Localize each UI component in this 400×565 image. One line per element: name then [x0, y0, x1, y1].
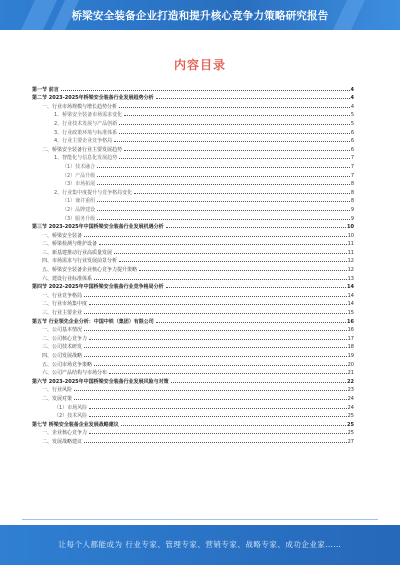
toc-leader-dots [119, 157, 350, 159]
toc-page-number: 8 [350, 198, 354, 205]
toc-entry[interactable] [32, 93, 354, 102]
toc-page-number: 9 [350, 206, 354, 213]
toc-entry-label: （1）市场风险 [54, 404, 88, 411]
toc-entry[interactable] [32, 204, 354, 213]
toc-entry[interactable] [32, 101, 354, 110]
toc-leader-dots [97, 218, 350, 220]
toc-entry[interactable] [32, 436, 354, 445]
toc-page-number: 14 [347, 284, 354, 291]
toc-entry-label: 第四节 2022-2025年中国桥梁安全装备行业竞争格局分析 [32, 284, 164, 291]
toc-page-number: 6 [350, 129, 354, 136]
toc-entry-label: 第六节 2023-2025年中国桥梁安全装备行业发展风险与对策 [32, 378, 169, 385]
toc-entry[interactable] [32, 239, 354, 248]
toc-entry[interactable] [32, 359, 354, 368]
toc-entry[interactable] [32, 170, 354, 179]
toc-leader-dots [97, 166, 350, 168]
toc-page-number: 23 [347, 387, 354, 394]
toc-entry-label: 二、桥梁检测与维护设备 [42, 241, 98, 248]
toc-entry-label: 二、行业市场集中度 [42, 301, 88, 308]
toc-leader-dots [121, 424, 346, 426]
toc-entry[interactable] [32, 290, 354, 299]
toc-leader-dots [119, 260, 347, 262]
toc-leader-dots [119, 106, 350, 108]
toc-leader-dots [94, 278, 347, 280]
toc-entry[interactable] [32, 84, 354, 93]
toc-entry-label: 四、公司发展战略 [42, 353, 83, 359]
toc-entry-label: 1、桥梁安全装备市场需求变化 [54, 112, 123, 119]
toc-leader-dots [84, 295, 347, 297]
toc-page-number: 9 [350, 215, 354, 222]
toc-entry-label: 第一节 前言 [32, 86, 59, 93]
toc-leader-dots [84, 355, 347, 357]
toc-entry-label: 二、公司核心竞争力 [42, 335, 88, 342]
toc-leader-dots [97, 183, 350, 185]
toc-page-number: 10 [347, 224, 354, 231]
toc-page-number: 7 [350, 172, 354, 179]
toc-leader-dots [119, 132, 350, 134]
toc-leader-dots [89, 303, 347, 305]
toc-entry-label: （1）技术融合 [62, 163, 96, 170]
toc-leader-dots [124, 114, 350, 116]
toc-entry-label: 4、行业主要企业竞争格局 [54, 138, 113, 145]
toc-entry-label: 五、桥梁安全装备企业核心竞争力提升策略 [42, 267, 138, 274]
toc-entry[interactable] [32, 350, 354, 359]
toc-entry-label: 1、智能化与信息化发展趋势 [54, 155, 118, 162]
toc-entry[interactable] [32, 264, 354, 273]
toc-entry[interactable] [32, 273, 354, 282]
toc-page-number: 19 [347, 353, 354, 359]
toc-entry[interactable] [32, 325, 354, 334]
toc-entry-label: （3）服务升级 [62, 215, 96, 222]
toc-entry-label: 二、发展战略建议 [42, 438, 83, 445]
toc-leader-dots [124, 149, 350, 151]
toc-leader-dots [74, 398, 347, 400]
toc-page-number: 14 [347, 292, 354, 299]
toc-entry-label: 第二节 2023-2025年桥梁安全装备行业发展趋势分析 [32, 95, 154, 102]
toc-entry-label: 3、行业政策环境与标准体系 [54, 129, 118, 136]
toc-entry[interactable] [32, 411, 354, 420]
toc-leader-dots [166, 286, 346, 288]
toc-entry[interactable] [32, 402, 354, 411]
toc-entry[interactable] [32, 316, 354, 325]
toc-entry-label: 六、公司产品结构与市场分布 [42, 370, 108, 377]
toc-entry[interactable] [32, 428, 354, 437]
toc-page-number: 15 [347, 310, 354, 317]
toc-entry-label: 五、公司市场竞争策略 [42, 361, 93, 368]
toc-entry[interactable] [32, 118, 354, 127]
toc-page-number: 21 [347, 370, 354, 377]
toc-entry-label: （1）兼并重组 [62, 198, 96, 205]
toc-leader-dots [84, 312, 347, 314]
toc-leader-dots [74, 389, 347, 391]
toc-entry-label: 二、发展对策 [42, 395, 73, 402]
toc-entry[interactable] [32, 144, 354, 153]
toc-page-number: 7 [350, 163, 354, 170]
toc-page-number: 11 [347, 241, 354, 248]
toc-leader-dots [171, 381, 346, 383]
toc-entry[interactable] [32, 299, 354, 308]
toc-leader-dots [84, 329, 347, 331]
toc-entry[interactable] [32, 247, 354, 256]
toc-leader-dots [119, 123, 350, 125]
toc-leader-dots [84, 346, 347, 348]
toc-page-number: 24 [347, 395, 354, 402]
toc-entry-label: 第七节 桥梁安全装备企业发展战略建议 [32, 421, 119, 428]
toc-page-number: 16 [347, 327, 354, 334]
toc-leader-dots [139, 269, 347, 271]
toc-entry[interactable] [32, 222, 354, 231]
toc-entry-label: 第五节 行业领先企业分析：中国中铁（集团）有限公司 [32, 318, 154, 325]
toc-page-number: 8 [350, 181, 354, 188]
toc-entry-label: 三、公司技术研发 [42, 344, 83, 351]
toc-entry[interactable] [32, 213, 354, 222]
toc-entry-label: （2）技术风险 [54, 413, 88, 420]
toc-entry[interactable] [32, 307, 354, 316]
toc-leader-dots [156, 321, 346, 323]
toc-entry[interactable] [32, 153, 354, 162]
toc-page-number: 11 [347, 249, 354, 256]
toc-leader-dots [61, 89, 350, 91]
toc-leader-dots [109, 372, 347, 374]
toc-leader-dots [114, 252, 347, 254]
toc-page-number: 25 [347, 413, 354, 420]
toc-entry-label: 三、新基建推动行业高质量发展 [42, 249, 113, 256]
toc-page-number: 14 [347, 301, 354, 308]
toc-page-number: 16 [347, 318, 354, 325]
toc-leader-dots [94, 364, 347, 366]
toc-entry[interactable] [32, 230, 354, 239]
toc-entry-label: 一、行业市场规模与增长趋势分析 [42, 103, 118, 110]
toc-entry[interactable] [32, 342, 354, 351]
toc-entry[interactable] [32, 256, 354, 265]
table-of-contents [32, 84, 354, 445]
toc-entry-label: 一、行业风险 [42, 387, 73, 394]
toc-page-number: 12 [347, 258, 354, 265]
toc-entry[interactable] [32, 127, 354, 136]
toc-entry-label: 2、行业技术发展与产品创新 [54, 120, 118, 127]
toc-leader-dots [89, 338, 347, 340]
toc-leader-dots [97, 175, 350, 177]
toc-page-number: 17 [347, 335, 354, 342]
toc-leader-dots [134, 192, 350, 194]
toc-page-number: 25 [347, 421, 354, 428]
toc-page-number: 4 [350, 95, 354, 102]
toc-page-number: 20 [347, 361, 354, 368]
toc-page-number: 22 [347, 378, 354, 385]
toc-page-number: 24 [347, 404, 354, 411]
toc-entry[interactable] [32, 419, 354, 428]
toc-page-number: 8 [350, 189, 354, 196]
toc-leader-dots [114, 140, 350, 142]
toc-entry[interactable] [32, 333, 354, 342]
toc-page-number: 10 [347, 232, 354, 239]
toc-page-number: 4 [350, 86, 354, 93]
toc-heading: 内容目录 [173, 58, 226, 72]
toc-leader-dots [89, 407, 346, 409]
toc-entry[interactable] [32, 136, 354, 145]
toc-entry[interactable] [32, 376, 354, 385]
toc-leader-dots [99, 243, 347, 245]
toc-page-number: 4 [350, 103, 354, 110]
toc-entry[interactable] [32, 196, 354, 205]
toc-entry-label: 2、行业集中度提升与竞争格局变化 [54, 189, 133, 196]
toc-leader-dots [97, 209, 350, 211]
toc-entry[interactable] [32, 179, 354, 188]
toc-page-number: 6 [350, 138, 354, 145]
toc-entry-label: 三、行业主要企业 [42, 310, 83, 317]
toc-page-number: 27 [347, 438, 354, 445]
toc-entry[interactable] [32, 393, 354, 402]
toc-entry[interactable] [32, 385, 354, 394]
report-title: 桥梁安全装备企业打造和提升核心竞争力策略研究报告 [71, 10, 329, 22]
toc-page-number: 6 [350, 146, 354, 153]
footer-bar [0, 525, 400, 565]
toc-entry-label: 一、桥梁安全装备 [42, 232, 83, 239]
toc-leader-dots [84, 235, 347, 237]
toc-entry[interactable] [32, 282, 354, 291]
toc-entry-label: 一、公司基本情况 [42, 327, 83, 334]
toc-entry-label: 一、行业竞争格局 [42, 292, 83, 299]
toc-page-number: 25 [347, 430, 354, 437]
toc-leader-dots [97, 200, 350, 202]
toc-page-number: 12 [347, 267, 354, 274]
toc-page-number: 5 [350, 120, 354, 127]
footer-divider [22, 519, 378, 520]
toc-page-number: 13 [347, 275, 354, 282]
toc-leader-dots [166, 226, 346, 228]
toc-entry-label: （3）市场拓展 [62, 181, 96, 188]
header-bar [0, 0, 400, 30]
toc-page-number: 5 [350, 112, 354, 119]
toc-entry-label: （2）产品升级 [62, 172, 96, 179]
toc-entry-label: 一、企业核心竞争力 [42, 430, 88, 437]
toc-leader-dots [89, 415, 346, 417]
toc-leader-dots [84, 441, 347, 443]
toc-entry-label: 六、建设行业标准体系 [42, 275, 93, 282]
toc-entry[interactable] [32, 187, 354, 196]
footer-slogan: 让每个人都能成为 行业专家、管理专家、营销专家、战略专家、成功企业家…… [58, 540, 342, 549]
toc-page-number: 18 [347, 344, 354, 351]
toc-page-number: 7 [350, 155, 354, 162]
toc-entry[interactable] [32, 368, 354, 377]
toc-entry[interactable] [32, 110, 354, 119]
toc-entry-label: （2）品牌建设 [62, 206, 96, 213]
toc-entry-label: 二、桥梁安全装备行业主要发展趋势 [42, 146, 123, 153]
toc-leader-dots [89, 432, 347, 434]
toc-entry-label: 第三节 2023-2025年中国桥梁安全装备行业发展机遇分析 [32, 224, 164, 231]
toc-leader-dots [156, 97, 350, 99]
toc-entry-label: 四、市场需求与行业发展前景分析 [42, 258, 118, 265]
toc-entry[interactable] [32, 161, 354, 170]
